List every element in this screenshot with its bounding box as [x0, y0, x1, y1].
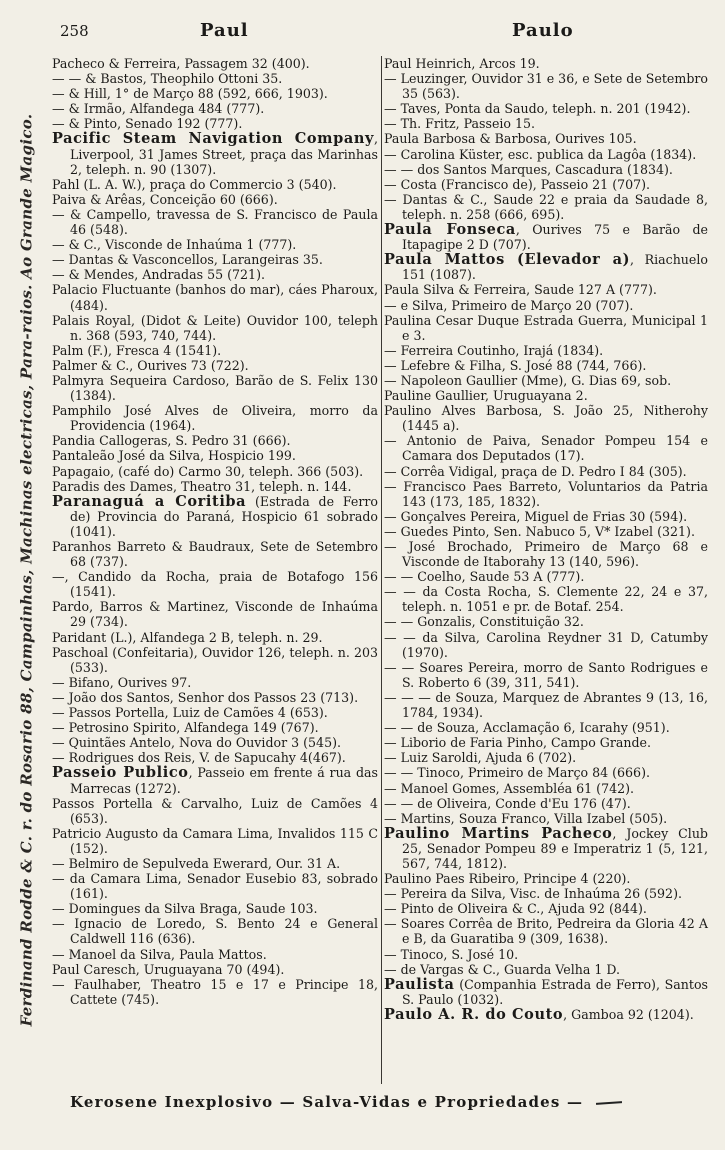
directory-entry: — Belmiro de Sepulveda Ewerard, Our. 31 A.: [52, 855, 341, 871]
directory-entry: — & C., Visconde de Inhaúma 1 (777).: [52, 237, 297, 253]
directory-entry: Pacific Steam Navigation Company, Liverpool, 31 James Street, praça das Marinhas 2, teleph. n. 90 (1307).: [52, 130, 378, 177]
directory-entry: Paradis des Dames, Theatro 31, teleph. n. 144.: [52, 478, 352, 494]
directory-entry: — — dos Santos Marques, Cascadura (1834).: [384, 161, 673, 177]
directory-entry: — — da Costa Rocha, S. Clemente 22, 24 e 37, teleph. n. 1051 e pr. de Botaf. 254.: [384, 584, 708, 615]
directory-entry: Paulina Cesar Duque Estrada Guerra, Municipal 1 e 3.: [384, 312, 708, 343]
spine-ad-text: Ferdinand Rodde & C. r. do Rosario 88, Campainhas, Machinas electricas, Para-raios. Ao Grande Magico.: [17, 113, 35, 1027]
directory-entry: — Napoleon Gaullier (Mme), G. Dias 69, sob.: [384, 372, 672, 388]
directory-entry: — João dos Santos, Senhor dos Passos 23 (713).: [52, 689, 359, 705]
directory-entry: — — de Souza, Acclamação 6, Icarahy (951).: [384, 720, 670, 736]
directory-entry: Pacheco & Ferreira, Passagem 32 (400).: [52, 56, 310, 71]
directory-entry: — e Silva, Primeiro de Março 20 (707).: [384, 297, 634, 313]
directory-entry: Paulino Paes Ribeiro, Principe 4 (220).: [384, 871, 631, 887]
directory-entry: — Pinto de Oliveira & C., Ajuda 92 (844).: [384, 901, 647, 917]
directory-entry: — Dantas & C., Saude 22 e praia da Saudade 8, teleph. n. 258 (666, 695).: [384, 191, 708, 222]
spine-advertisement: [8, 50, 44, 1090]
directory-entry: Passos Portella & Carvalho, Luiz de Camões 4 (653).: [52, 795, 378, 826]
directory-entry: — Lefebre & Filha, S. José 88 (744, 766).: [384, 357, 647, 373]
directory-entry: — — — de Souza, Marquez de Abrantes 9 (13, 16, 1784, 1934).: [384, 689, 708, 721]
directory-entry: — Leuzinger, Ouvidor 31 e 36, e Sete de Setembro 35 (563).: [384, 71, 708, 102]
directory-entry: Pantaleão José da Silva, Hospicio 199.: [52, 448, 296, 464]
directory-entry: — & Pinto, Senado 192 (777).: [52, 116, 243, 132]
directory-entry: Paula Barbosa & Barbosa, Ourives 105.: [384, 131, 637, 147]
directory-entry: — Luiz Saroldi, Ajuda 6 (702).: [384, 750, 577, 766]
directory-entry: — & Campello, travessa de S. Francisco de Paula 46 (548).: [52, 206, 378, 238]
directory-entry: — Th. Fritz, Passeio 15.: [384, 116, 536, 132]
page-number: 258: [60, 22, 89, 40]
directory-entry: Paridant (L.), Alfandega 2 B, teleph. n. 29.: [52, 629, 323, 645]
directory-entry: Pardo, Barros & Martinez, Visconde de Inhaúma 29 (734).: [52, 599, 378, 630]
directory-entry: — Soares Corrêa de Brito, Pedreira da Gloria 42 A e B, da Guaratiba 9 (309, 1638).: [384, 916, 708, 947]
directory-entry: — Passos Portella, Luiz de Camões 4 (653).: [52, 705, 328, 721]
pen-mark-icon: [596, 1101, 622, 1105]
directory-entry: Pahl (L. A. W.), praça do Commercio 3 (540).: [52, 176, 337, 192]
directory-entry: Patricio Augusto da Camara Lima, Invalidos 115 C (152).: [52, 825, 378, 856]
directory-entry: — Ignacio de Loredo, S. Bento 24 e General Caldwell 116 (636).: [52, 916, 378, 947]
directory-entry: — de Vargas & C., Guarda Velha 1 D.: [384, 961, 621, 977]
directory-entry: — & Irmão, Alfandega 484 (777).: [52, 101, 265, 117]
directory-entry: Palmyra Sequeira Cardoso, Barão de S. Felix 130 (1384).: [52, 372, 378, 404]
directory-entry: Paranaguá a Coritiba (Estrada de Ferro de) Provincia do Paraná, Hospicio 61 sobrado (1041).: [52, 492, 378, 539]
directory-entry: — Bifano, Ourives 97.: [52, 674, 192, 690]
directory-entry: — Tinoco, S. José 10.: [384, 946, 519, 962]
left-running-head: Paul: [200, 20, 249, 41]
directory-entry: — — da Silva, Carolina Reydner 31 D, Catumby (1970).: [384, 629, 708, 660]
directory-entry: — Manoel Gomes, Assembléa 61 (742).: [384, 780, 635, 796]
directory-entry: — Corrêa Vidigal, praça de D. Pedro I 84 (305).: [384, 463, 687, 479]
directory-entry: Pamphilo José Alves de Oliveira, morro da Providencia (1964).: [52, 403, 378, 434]
column-divider: [381, 56, 382, 1084]
directory-entry: Paschoal (Confeitaria), Ouvidor 126, teleph. n. 203 (533).: [52, 644, 378, 675]
directory-entry: Paula Mattos (Elevador a), Riachuelo 151 (1087).: [384, 251, 708, 283]
directory-entry: Paul Caresch, Uruguayana 70 (494).: [52, 961, 285, 977]
directory-entry: — — Gonzalis, Constituição 32.: [384, 614, 584, 630]
directory-entry: — Taves, Ponta da Saudo, teleph. n. 201 (1942).: [384, 101, 691, 117]
directory-entry: — Costa (Francisco de), Passeio 21 (707).: [384, 176, 651, 192]
directory-entry: — & Mendes, Andradas 55 (721).: [52, 267, 265, 283]
directory-entry: — Liborio de Faria Pinho, Campo Grande.: [384, 735, 651, 751]
directory-entry: — Ferreira Coutinho, Irajá (1834).: [384, 342, 604, 358]
directory-entry: — — Coelho, Saude 53 A (777).: [384, 569, 585, 585]
footer-ad-text: Kerosene Inexplosivo — Salva-Vidas e Propriedades —: [70, 1093, 584, 1111]
directory-entry: Palm (F.), Fresca 4 (1541).: [52, 342, 222, 358]
directory-entry: — Carolina Küster, esc. publica da Lagôa (1834).: [384, 146, 697, 162]
directory-entry: Paulista (Companhia Estrada de Ferro), Santos S. Paulo (1032).: [384, 975, 708, 1007]
directory-entry: — Quintães Antelo, Nova do Ouvidor 3 (545).: [52, 735, 341, 751]
directory-entry: — Guedes Pinto, Sen. Nabuco 5, V* Izabel (321).: [384, 523, 695, 539]
directory-entry: —, Candido da Rocha, praia de Botafogo 156 (1541).: [52, 569, 378, 600]
directory-entry: — Rodrigues dos Reis, V. de Sapucahy 4(467).: [52, 750, 346, 766]
directory-entry: Palmer & C., Ourives 73 (722).: [52, 357, 249, 373]
directory-entry: Paulino Martins Pacheco, Jockey Club 25, Senador Pompeu 89 e Imperatriz 1 (5, 121, 567, 744, 1812).: [384, 824, 708, 871]
directory-entry: Papagaio, (café do) Carmo 30, teleph. 366 (503).: [52, 463, 364, 479]
directory-entry: — & Hill, 1° de Março 88 (592, 666, 1903).: [52, 86, 328, 102]
directory-entry: — Pereira da Silva, Visc. de Inhaúma 26 (592).: [384, 886, 682, 902]
directory-entry: — Dantas & Vasconcellos, Larangeiras 35.: [52, 252, 323, 268]
right-column: [384, 56, 708, 1022]
directory-entry: — — Soares Pereira, morro de Santo Rodrigues e S. Roberto 6 (39, 311, 541).: [384, 659, 708, 690]
directory-entry: Passeio Publico, Passeio em frente á rua das Marrecas (1272).: [52, 764, 379, 796]
directory-entry: — — de Oliveira, Conde d'Eu 176 (47).: [384, 795, 631, 811]
directory-entry: Palais Royal, (Didot & Leite) Ouvidor 100, teleph n. 368 (593, 740, 744).: [52, 312, 378, 343]
directory-entry: — — & Bastos, Theophilo Ottoni 35.: [52, 71, 283, 87]
footer-advertisement: [70, 1093, 710, 1117]
left-column: [52, 56, 378, 1007]
directory-entry: Paul Heinrich, Arcos 19.: [384, 56, 540, 71]
directory-entry: — — Tinoco, Primeiro de Março 84 (666).: [384, 765, 650, 781]
directory-entry: — Domingues da Silva Braga, Saude 103.: [52, 901, 318, 917]
directory-entry: — Francisco Paes Barreto, Voluntarios da Patria 143 (173, 185, 1832).: [384, 478, 708, 509]
directory-entry: — Martins, Souza Franco, Villa Izabel (505).: [384, 810, 668, 826]
page-header: [60, 20, 710, 46]
directory-entry: Pandia Callogeras, S. Pedro 31 (666).: [52, 433, 291, 449]
right-running-head: Paulo: [512, 20, 574, 41]
directory-entry: Paulo A. R. do Couto, Gamboa 92 (1204).: [384, 1005, 694, 1023]
directory-entry: Paulino Alves Barbosa, S. João 25, Nitherohy (1445 a).: [384, 403, 708, 434]
directory-entry: Paula Silva & Ferreira, Saude 127 A (777).: [384, 282, 657, 298]
directory-entry: Palacio Fluctuante (banhos do mar), cáes Pharoux, (484).: [52, 282, 378, 313]
directory-entry: — Manoel da Silva, Paula Mattos.: [52, 946, 267, 962]
directory-entry: Pauline Gaullier, Uruguayana 2.: [384, 388, 588, 404]
directory-entry: Paiva & Arêas, Conceição 60 (666).: [52, 191, 278, 207]
directory-entry: Paranhos Barreto & Baudraux, Sete de Setembro 68 (737).: [52, 539, 378, 570]
directory-entry: — da Camara Lima, Senador Eusebio 83, sobrado (161).: [52, 871, 378, 902]
directory-entry: — José Brochado, Primeiro de Março 68 e Visconde de Itaborahy 13 (140, 596).: [384, 539, 708, 570]
directory-entry: — Antonio de Paiva, Senador Pompeu 154 e Camara dos Deputados (17).: [384, 433, 708, 464]
directory-entry: — Faulhaber, Theatro 15 e 17 e Principe 18, Cattete (745).: [52, 976, 378, 1007]
directory-entry: — Petrosino Spirito, Alfandega 149 (767).: [52, 720, 319, 736]
directory-entry: — Gonçalves Pereira, Miguel de Frias 30 (594).: [384, 508, 688, 524]
directory-entry: Paula Fonseca, Ourives 75 e Barão de Itapagipe 2 D (707).: [384, 221, 708, 253]
